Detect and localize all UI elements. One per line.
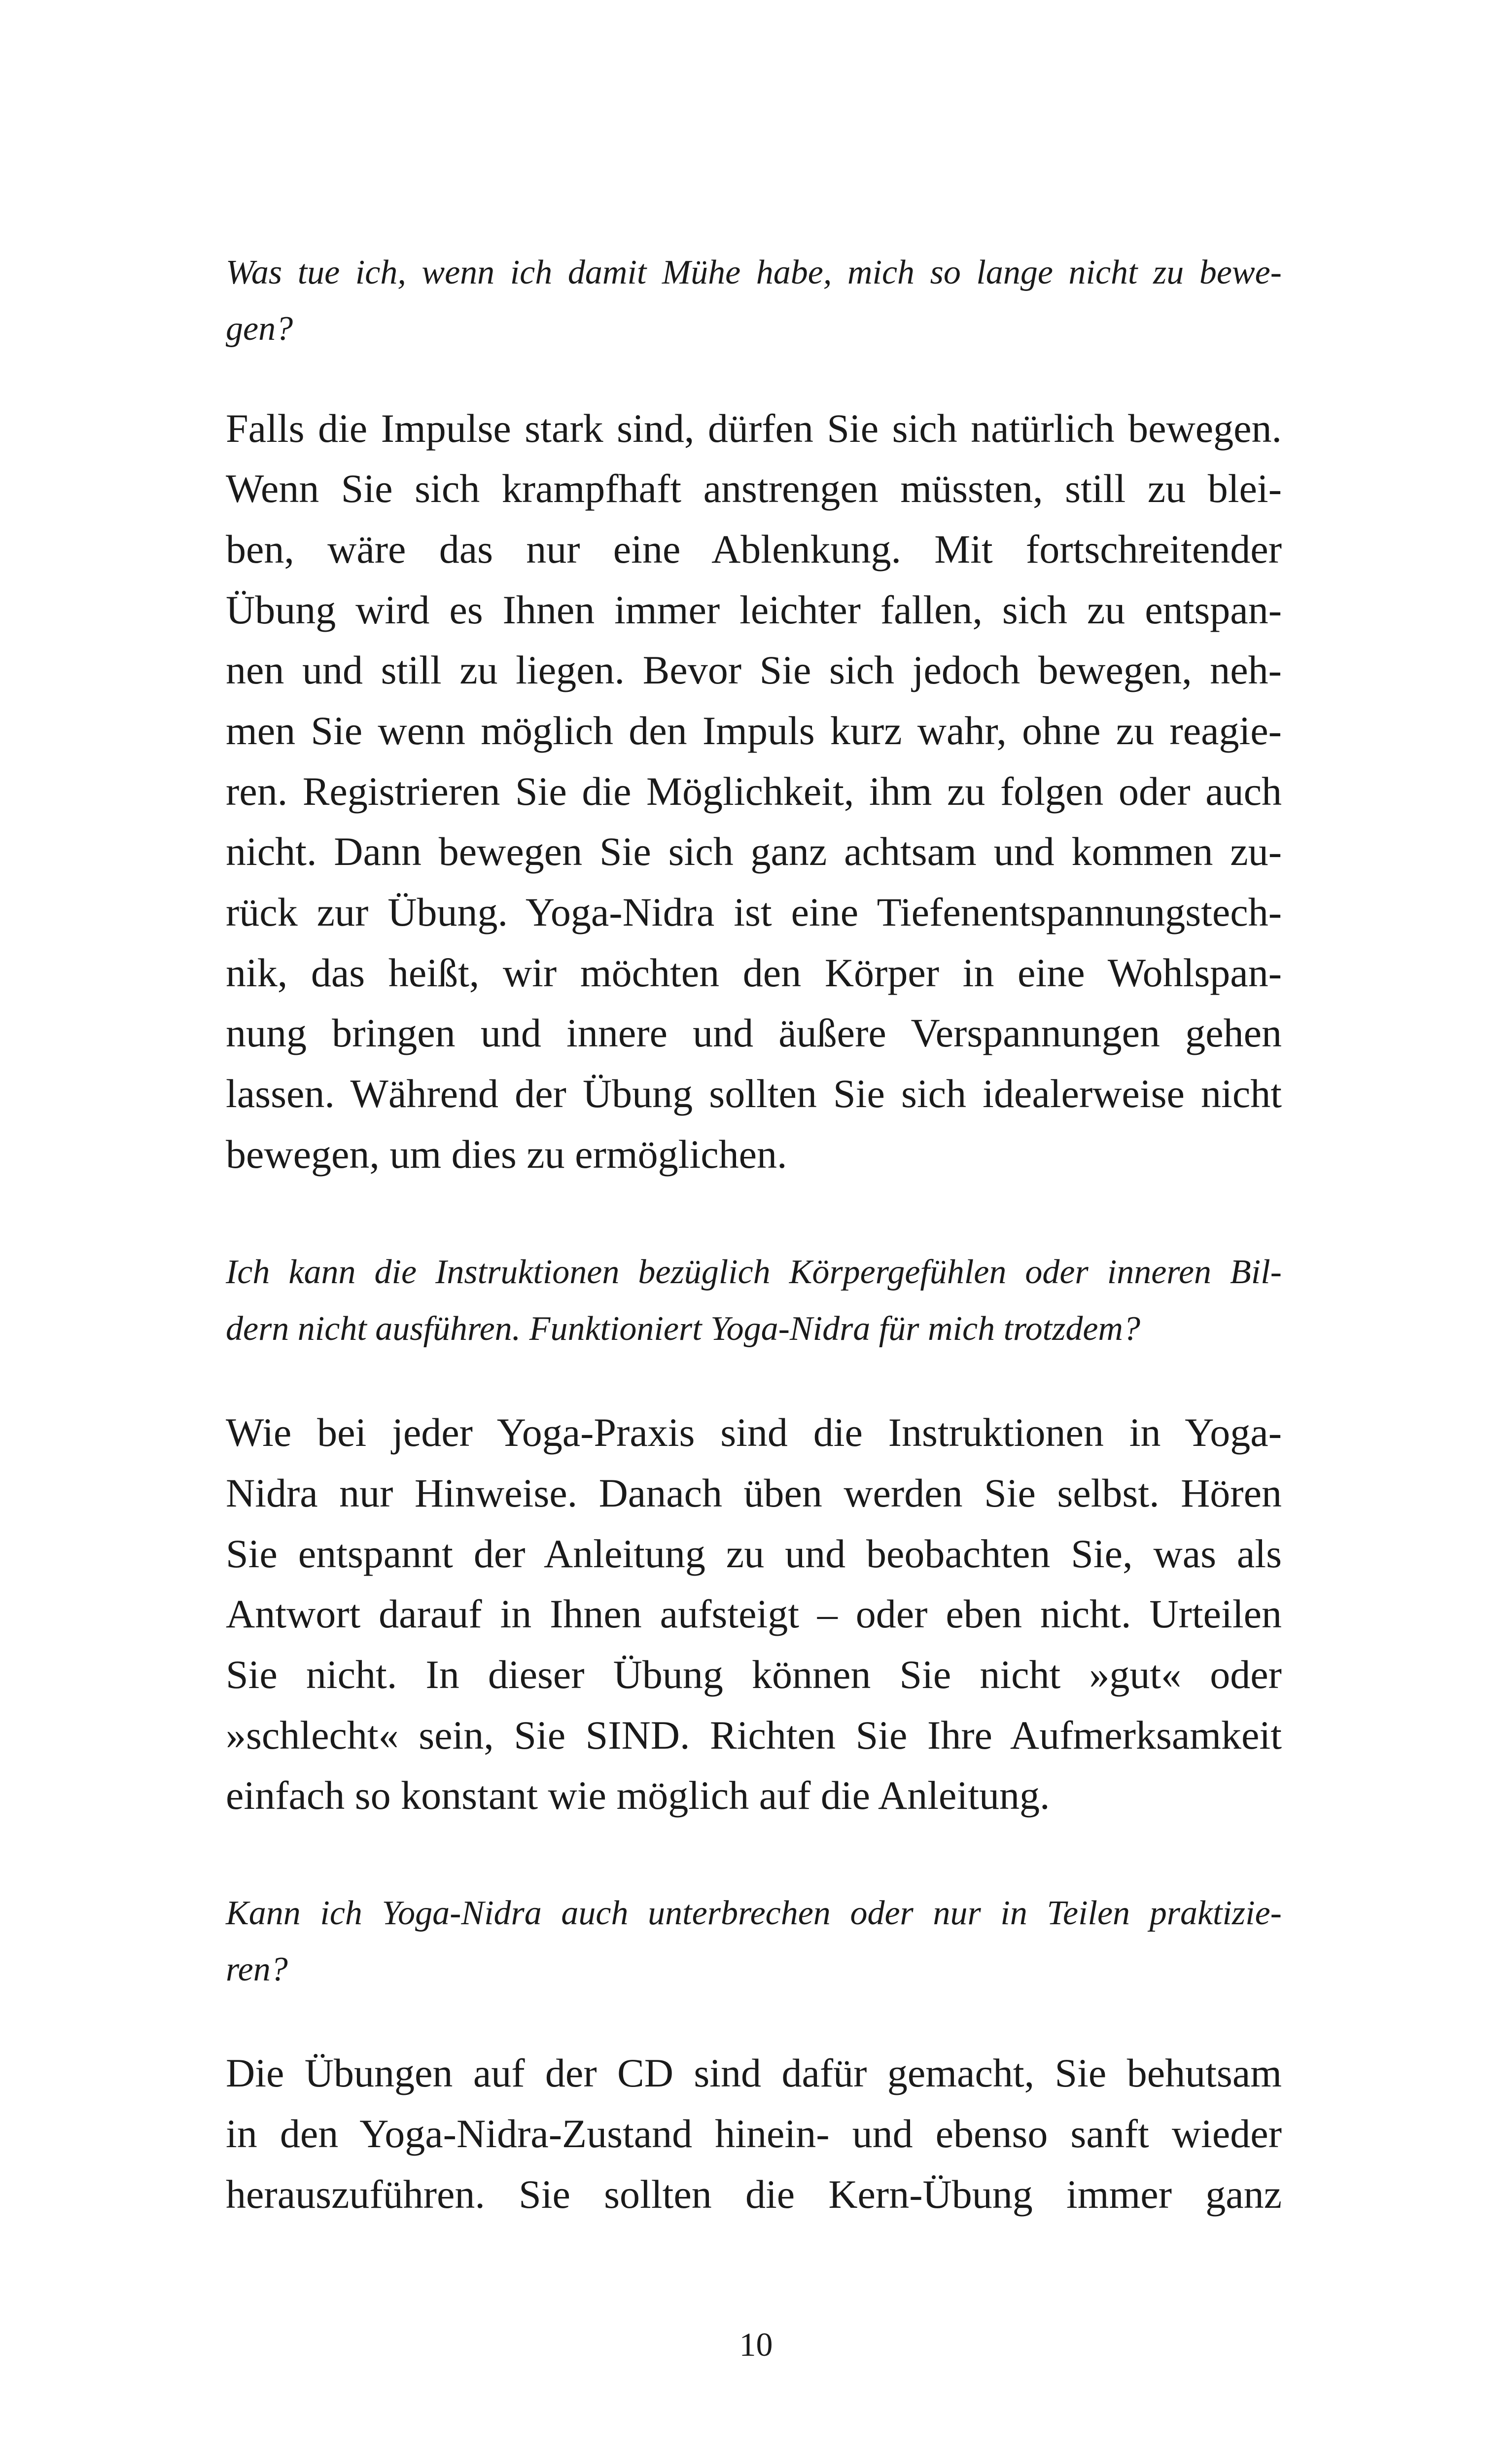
question-line: Was tue ich, wenn ich damit Mühe habe, mich so lange nicht zu bewe- (226, 253, 1282, 291)
answer-line: men Sie wenn möglich den Impuls kurz wahr, ohne zu reagie- (226, 708, 1282, 753)
answer-line: Antwort darauf in Ihnen aufsteigt – oder eben nicht. Urteilen (226, 1591, 1282, 1636)
answer-line: Falls die Impulse stark sind, dürfen Sie sich natürlich bewegen. (226, 406, 1282, 451)
answer-line: Wenn Sie sich krampfhaft anstrengen müssten, still zu blei- (226, 466, 1282, 511)
answer-line: nik, das heißt, wir möchten den Körper in eine Wohlspan- (226, 950, 1282, 995)
question-line: Ich kann die Instruktionen bezüglich Körpergefühlen oder inneren Bil- (226, 1253, 1282, 1291)
answer-line: ren. Registrieren Sie die Möglichkeit, ihm zu folgen oder auch (226, 769, 1282, 814)
answer-line: rück zur Übung. Yoga-Nidra ist eine Tiefenentspannungstech- (226, 890, 1282, 935)
question-line: Kann ich Yoga-Nidra auch unterbrechen oder nur in Teilen praktizie- (226, 1894, 1282, 1932)
answer-line: nicht. Dann bewegen Sie sich ganz achtsam und kommen zu- (226, 829, 1282, 874)
question-line: ren? (226, 1950, 288, 1988)
answer-line: herauszuführen. Sie sollten die Kern-Übung immer ganz (226, 2172, 1282, 2217)
answer-line: nen und still zu liegen. Bevor Sie sich jedoch bewegen, neh- (226, 647, 1282, 692)
answer-line: Nidra nur Hinweise. Danach üben werden Sie selbst. Hören (226, 1471, 1282, 1515)
answer-line: in den Yoga-Nidra-Zustand hinein- und ebenso sanft wieder (226, 2111, 1282, 2156)
answer-line: bewegen, um dies zu ermöglichen. (226, 1132, 787, 1177)
answer-line: ben, wäre das nur eine Ablenkung. Mit fortschreitender (226, 527, 1282, 572)
answer-line: einfach so konstant wie möglich auf die Anleitung. (226, 1773, 1050, 1818)
question-line: dern nicht ausführen. Funktioniert Yoga-Nidra für mich trotzdem? (226, 1310, 1140, 1348)
answer-line: »schlecht« sein, Sie SIND. Richten Sie Ihre Aufmerksamkeit (226, 1713, 1282, 1758)
question-line: gen? (226, 310, 293, 348)
page-number: 10 (739, 2326, 773, 2363)
answer-line: lassen. Während der Übung sollten Sie sich idealerweise nicht (226, 1071, 1282, 1116)
answer-line: Sie nicht. In dieser Übung können Sie nicht »gut« oder (226, 1652, 1282, 1697)
answer-line: Die Übungen auf der CD sind dafür gemacht, Sie behutsam (226, 2050, 1282, 2095)
answer-line: Wie bei jeder Yoga-Praxis sind die Instruktionen in Yoga- (226, 1410, 1282, 1455)
answer-line: nung bringen und innere und äußere Verspannungen gehen (226, 1010, 1282, 1055)
answer-line: Übung wird es Ihnen immer leichter fallen, sich zu entspan- (226, 587, 1282, 632)
answer-line: Sie entspannt der Anleitung zu und beobachten Sie, was als (226, 1531, 1282, 1576)
